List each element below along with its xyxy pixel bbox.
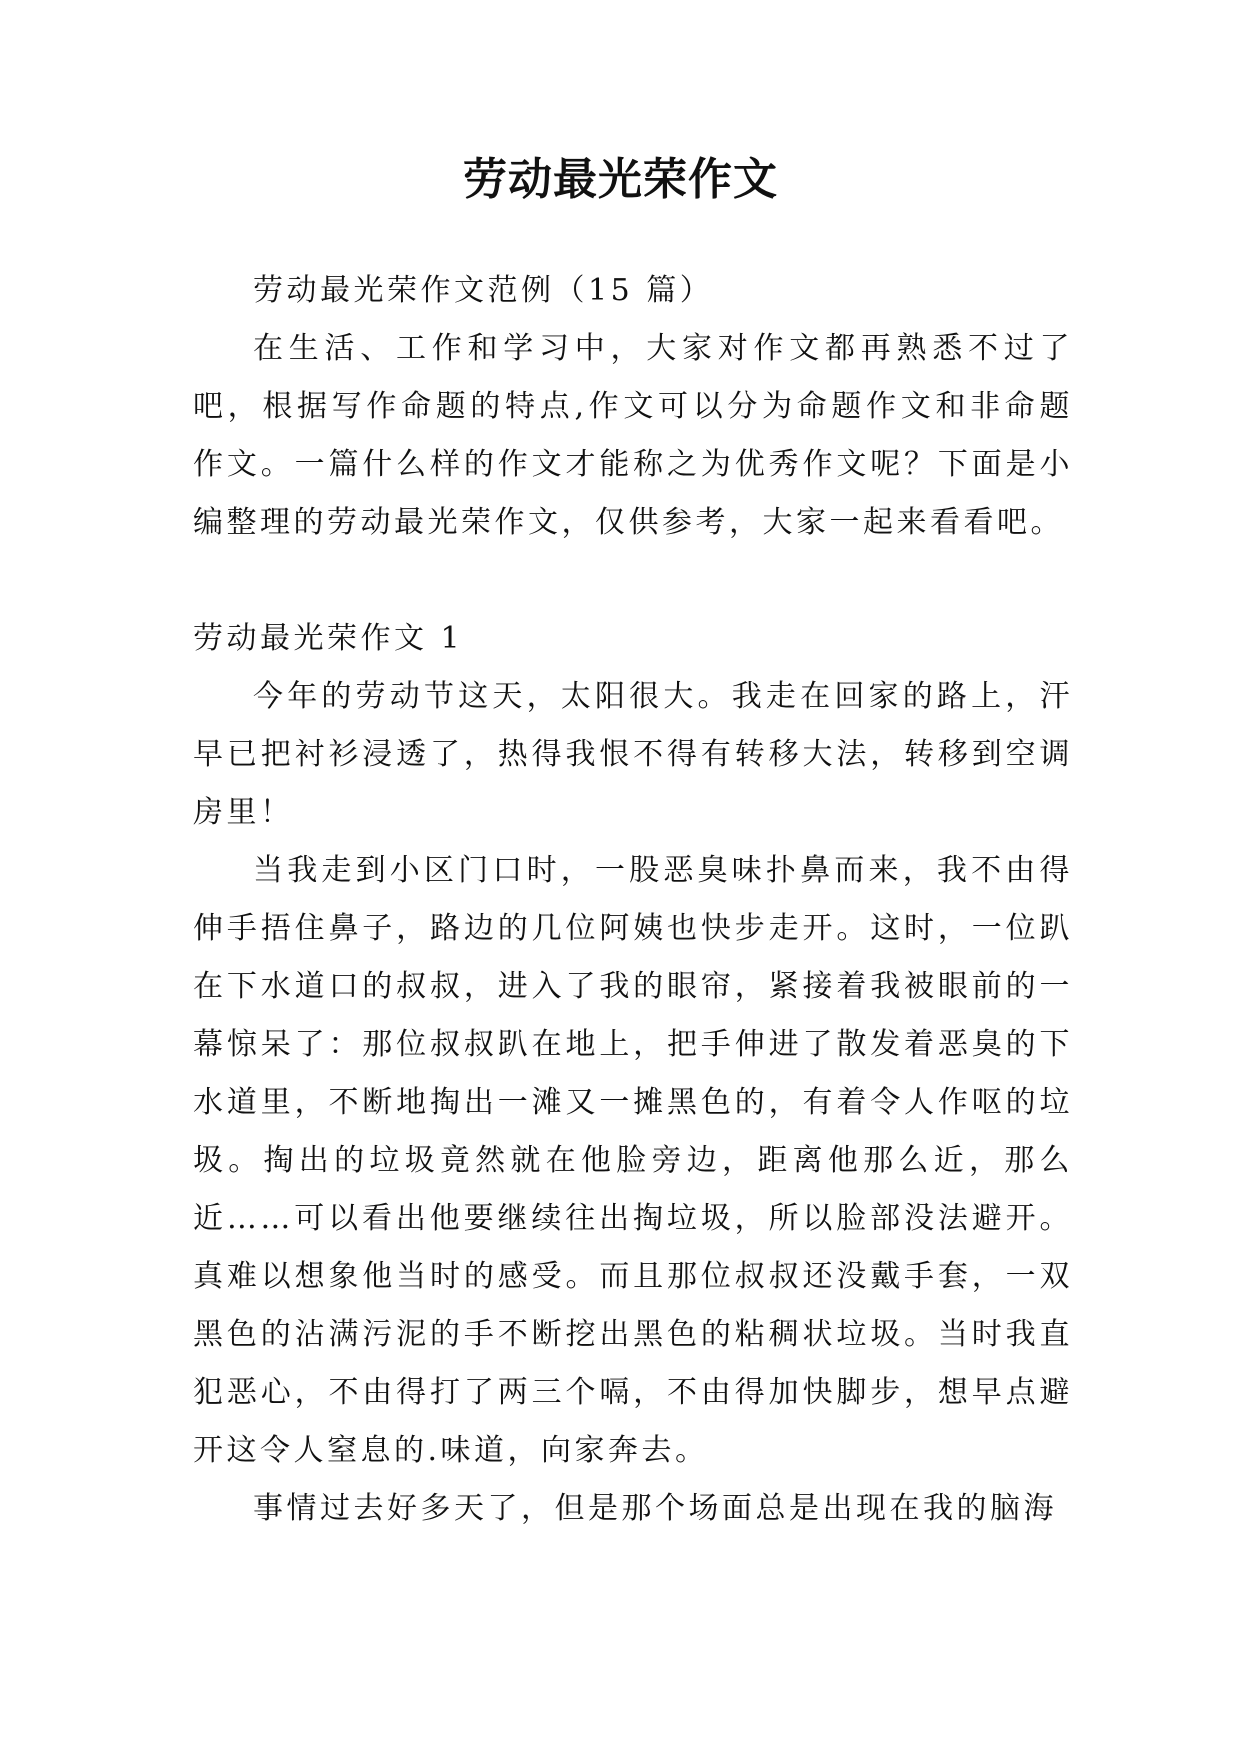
document-body	[193, 262, 1073, 1538]
intro-paragraph: 在生活、工作和学习中，大家对作文都再熟悉不过了吧，根据写作命题的特点,作文可以分为命题作文和非命题作文。一篇什么样的作文才能称之为优秀作文呢？下面是小编整理的劳动最光荣作文，仅供参考，大家一起来看看吧。	[193, 331, 1073, 540]
document-title: 劳动最光荣作文	[463, 154, 778, 205]
section-spacer	[193, 552, 1073, 610]
section-heading: 劳动最光荣作文 1	[193, 621, 464, 656]
document-subtitle: 劳动最光荣作文范例（15 篇）	[253, 273, 714, 308]
body-paragraph: 事情过去好多天了，但是那个场面总是出现在我的脑海	[253, 1491, 1057, 1526]
body-paragraph: 当我走到小区门口时，一股恶臭味扑鼻而来，我不由得伸手捂住鼻子，路边的几位阿姨也快步走开。这时，一位趴在下水道口的叔叔，进入了我的眼帘，紧接着我被眼前的一幕惊呆了：那位叔叔趴在地上，把手伸进了散发着恶臭的下水道里，不断地掏出一滩又一摊黑色的，有着令人作呕的垃圾。掏出的垃圾竟然就在他脸旁边，距离他那么近，那么近……可以看出他要继续往出掏垃圾，所以脸部没法避开。真难以想象他当时的感受。而且那位叔叔还没戴手套，一双黑色的沾满污泥的手不断挖出黑色的粘稠状垃圾。当时我直犯恶心，不由得打了两三个嗝，不由得加快脚步，想早点避开这令人窒息的.味道，向家奔去。	[193, 853, 1073, 1468]
body-paragraph: 今年的劳动节这天，太阳很大。我走在回家的路上，汗早已把衬衫浸透了，热得我恨不得有转移大法，转移到空调房里！	[193, 679, 1073, 830]
